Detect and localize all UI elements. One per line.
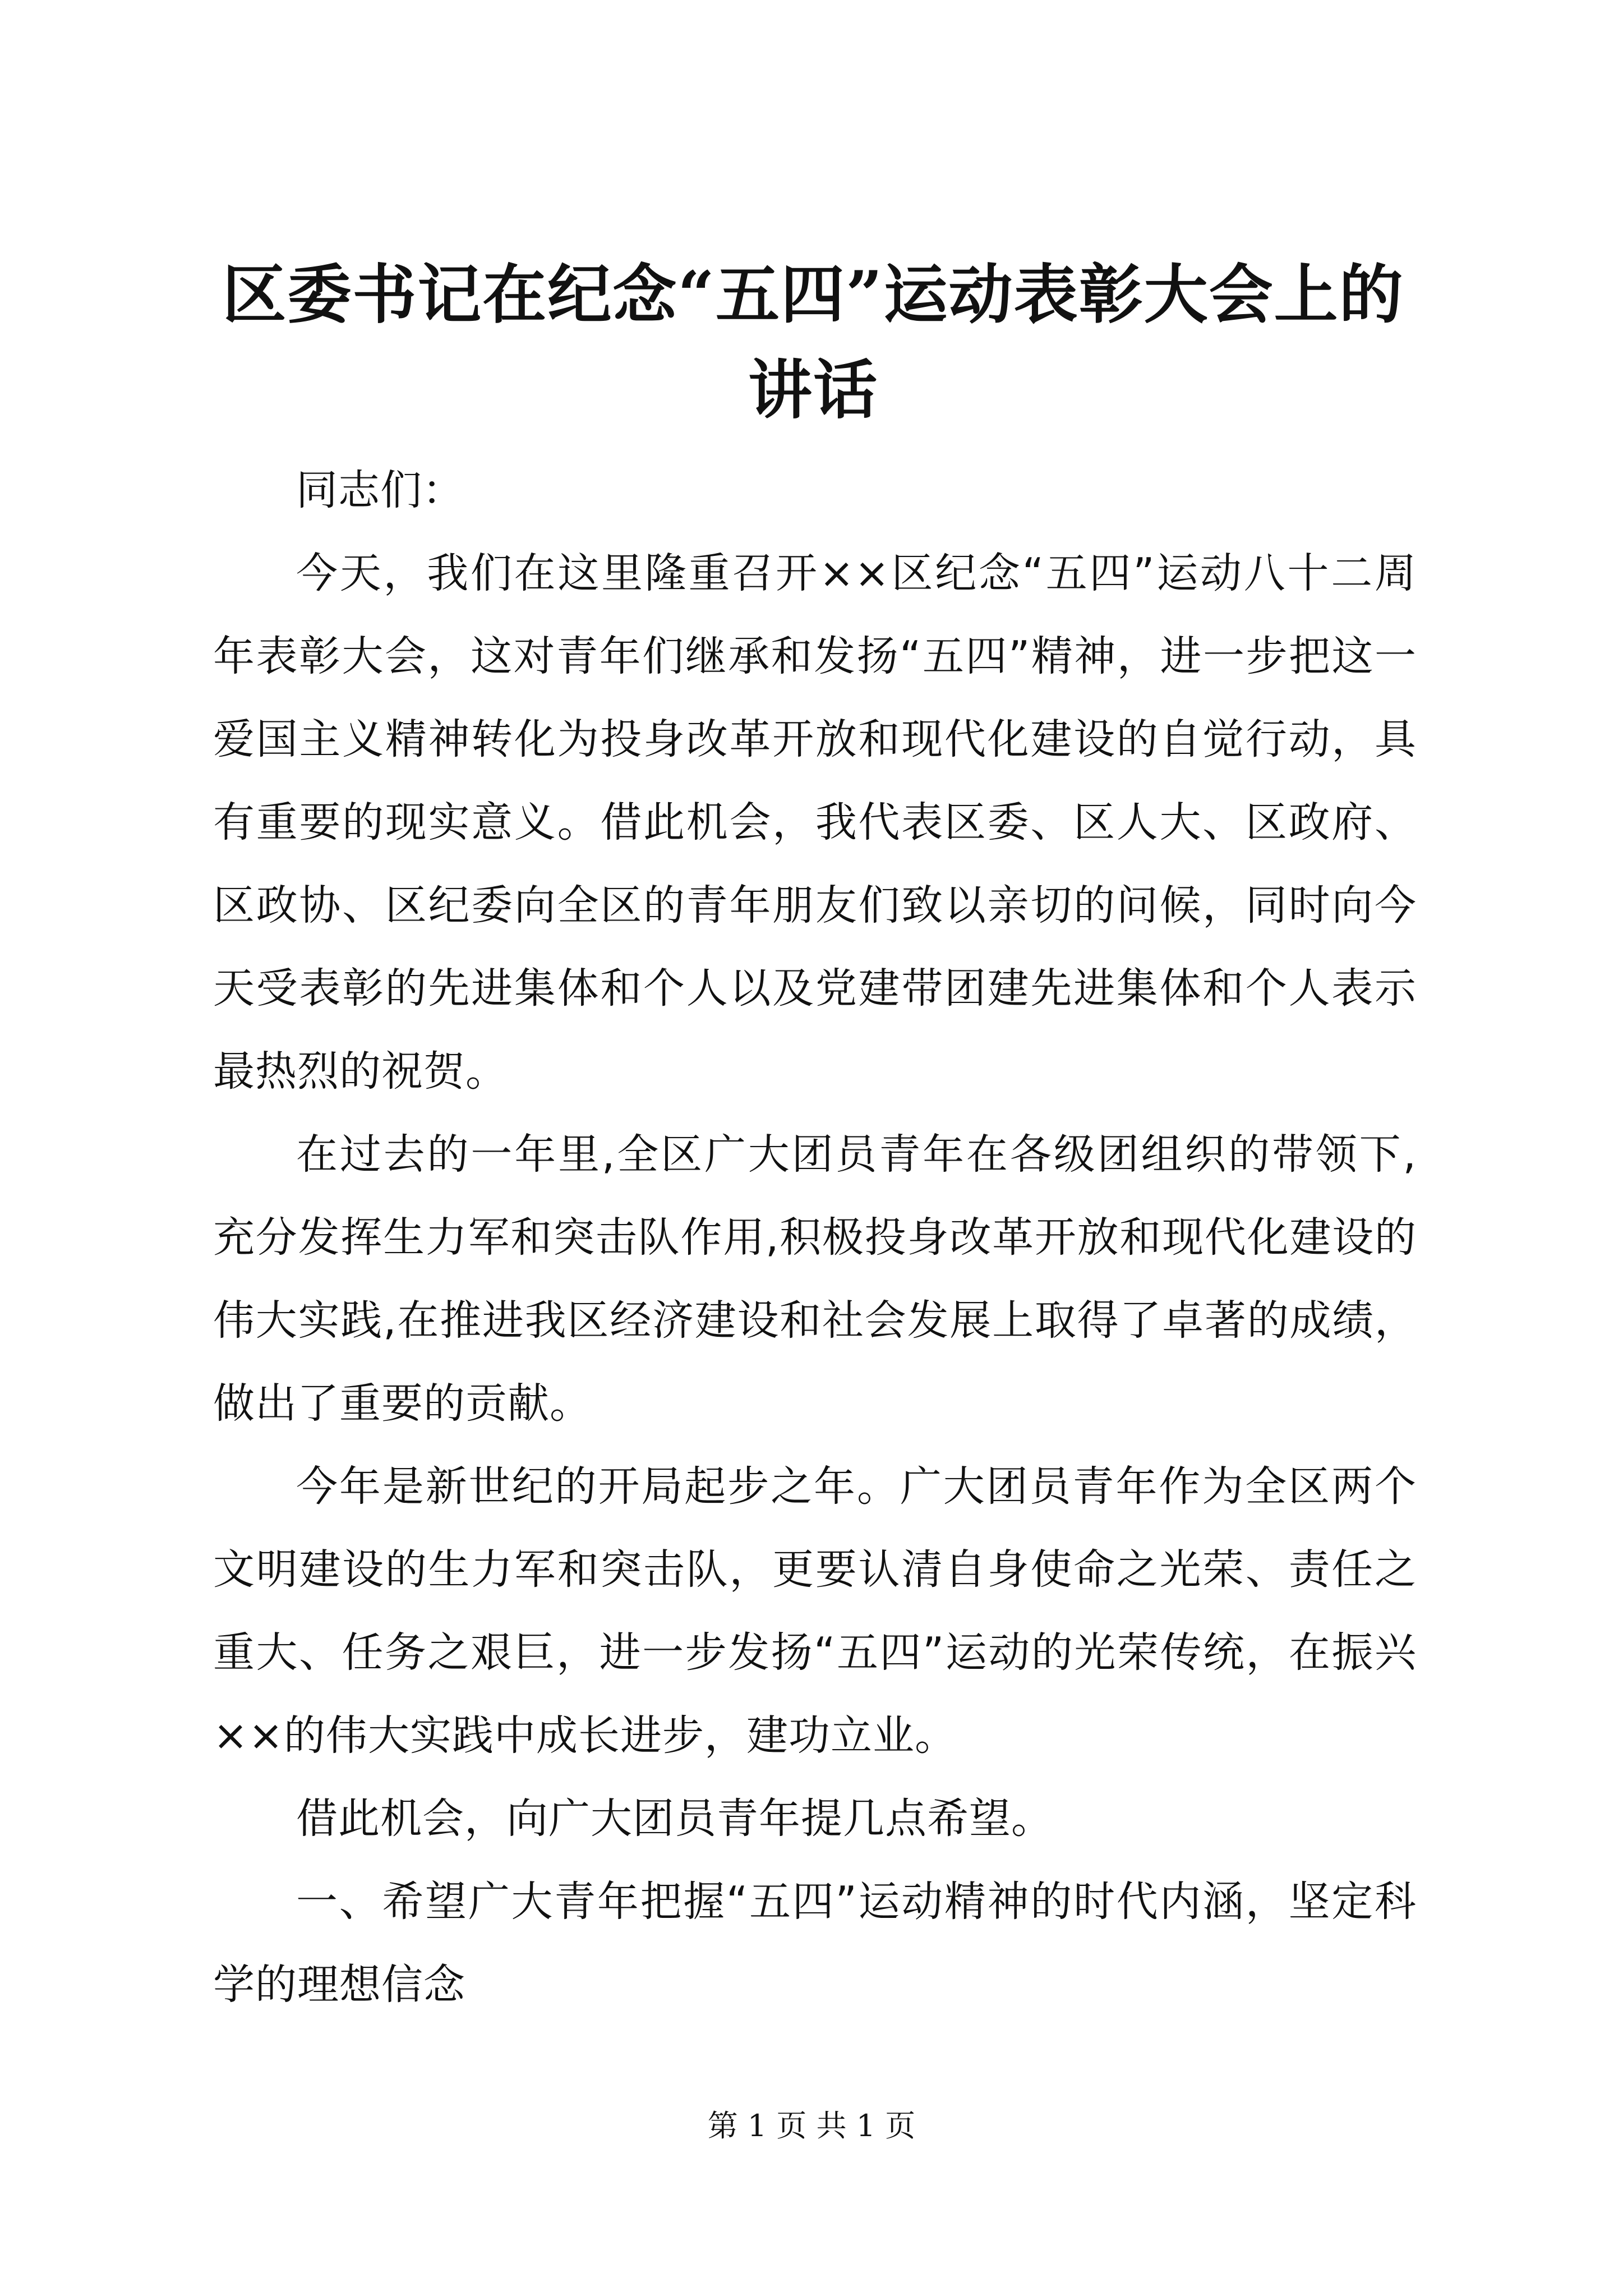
paragraph-hopes-intro: 借此机会，向广大团员青年提几点希望。 bbox=[296, 1795, 1053, 1843]
document-body bbox=[213, 449, 1417, 2026]
paragraph-first-hope: 一、希望广大青年把握“五四”运动精神的时代内涵，坚定科学的理想信念 bbox=[213, 1878, 1417, 2009]
document-title: 区委书记在纪念“五四”运动表彰大会上的讲话 bbox=[222, 257, 1404, 427]
page-footer: 第 1 页 共 1 页 bbox=[707, 2108, 916, 2143]
paragraph-opening: 今天，我们在这里隆重召开××区纪念“五四”运动八十二周年表彰大会，这对青年们继承和发扬“五四”精神，进一步把这一爱国主义精神转化为投身改革开放和现代化建设的自觉行动，具有重要的现实意义。借此机会，我代表区委、区人大、区政府、区政协、区纪委向全区的青年朋友们致以亲切的问候，同时向今天受表彰的先进集体和个人以及党建带团建先进集体和个人表示最热烈的祝贺。 bbox=[213, 549, 1417, 1096]
paragraph-past-year: 在过去的一年里,全区广大团员青年在各级团组织的带领下,充分发挥生力军和突击队作用,积极投身改革开放和现代化建设的伟大实践,在推进我区经济建设和社会发展上取得了卓著的成绩，做出了重要的贡献。 bbox=[213, 1130, 1417, 1428]
paragraph-new-century: 今年是新世纪的开局起步之年。广大团员青年作为全区两个文明建设的生力军和突击队，更要认清自身使命之光荣、责任之重大、任务之艰巨，进一步发扬“五四”运动的光荣传统，在振兴××的伟大实践中成长进步，建功立业。 bbox=[213, 1462, 1417, 1760]
salutation: 同志们： bbox=[296, 466, 464, 514]
